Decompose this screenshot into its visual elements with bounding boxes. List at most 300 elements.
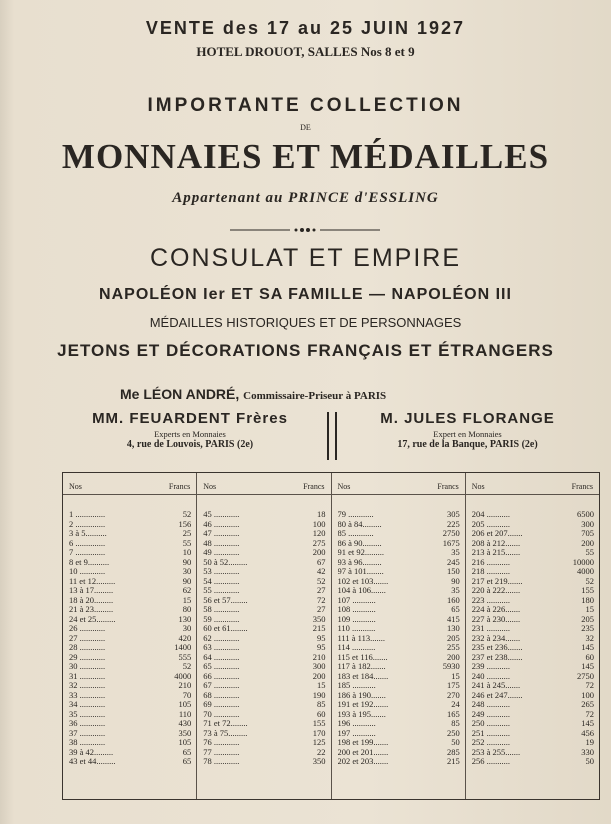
lot-price: 90 [182,576,192,586]
header-francs: Francs [571,482,593,491]
lot-price: 50 [451,738,460,747]
lot-price: 215 [447,757,460,766]
lot-number: 11 et 12......... [69,576,116,586]
lot-number: 117 à 182....... [337,662,386,671]
table-row [203,681,325,691]
lot-number: 208 à 212....... [471,538,521,548]
lot-number: 196 ........... [337,719,376,728]
header-lot-numbers: Nos [471,482,485,491]
lot-price: 65 [182,757,192,766]
lot-number: 39 à 42......... [69,747,114,757]
lot-number: 91 et 92......... [337,548,385,557]
lot-price: 52 [182,510,192,519]
lot-price: 225 [447,519,460,529]
lot-number: 24 et 25......... [69,614,116,624]
table-row [472,615,594,625]
lot-number: 114 ........... [337,643,376,652]
lot-number: 111 à 113....... [337,633,385,643]
lot-price: 95 [317,633,326,643]
lot-number: 102 et 103....... [337,576,389,586]
table-row [69,586,191,596]
lot-number: 246 et 247....... [471,690,523,700]
main-title: MONNAIES ET MÉDAILLES [61,137,550,176]
lot-number: 73 à 75......... [203,728,248,738]
lot-number: 68 ............ [203,690,240,700]
table-row [203,548,325,558]
lot-price: 100 [581,690,594,700]
subject-line: CONSULAT ET EMPIRE [149,244,462,272]
table-row [338,662,460,672]
lot-price: 4000 [174,671,192,681]
lot-price: 430 [178,719,192,728]
lot-price: 72 [585,681,594,690]
lot-number: 53 ............ [203,567,240,576]
lot-number: 197 ........... [337,728,376,738]
table-row [338,558,460,568]
lot-number: 217 et 219....... [471,576,523,586]
lot-price: 85 [317,700,326,709]
lot-number: 2 .............. [69,519,106,529]
table-row [338,529,460,539]
table-row [203,567,325,577]
napoleon-line: NAPOLÉON Ier ET SA FAMILLE — NAPOLÉON III [99,286,512,303]
table-row [203,729,325,739]
table-row [203,520,325,530]
table-row [69,748,191,758]
lot-price: 1400 [174,643,192,652]
lot-price: 72 [317,595,326,605]
ornament-divider-icon [230,227,380,233]
lot-number: 71 et 72........ [203,719,248,728]
table-row [69,548,191,558]
table-row [472,624,594,634]
lot-number: 78 ............ [203,757,240,766]
lot-number: 8 et 9.......... [69,557,110,567]
lot-number: 240 ........... [471,671,510,681]
lot-price: 15 [451,671,460,681]
lot-number: 191 et 192....... [337,700,389,709]
lot-number: 97 à 101........ [337,567,384,576]
lot-number: 249 ........... [471,709,510,719]
lot-price: 35 [451,586,460,595]
lot-number: 46 ............ [203,519,240,529]
lot-price: 55 [182,538,192,548]
table-row [472,520,594,530]
lot-number: 32 ............ [69,681,106,690]
lot-price: 255 [447,643,460,652]
lot-number: 6 .............. [69,538,106,548]
lot-number: 206 et 207....... [471,529,523,538]
table-row [69,643,191,653]
expert-right-address: 17, rue de la Banque, PARIS (2e) [397,439,538,450]
lot-number: 58 ............ [203,605,240,614]
lot-number: 224 à 226....... [471,605,521,614]
table-row [472,539,594,549]
lot-price: 2750 [577,671,594,681]
expert-left-name: MM. FEUARDENT Frères [92,410,288,427]
table-row [472,729,594,739]
lot-number: 67 ............ [203,681,240,690]
table-row [203,539,325,549]
lot-number: 29 ............ [69,652,106,662]
lot-number: 36 ............ [69,719,106,728]
double-divider [327,412,337,460]
lot-price: 80 [182,605,192,614]
table-row [338,596,460,606]
lot-price: 105 [178,738,192,747]
table-row [338,567,460,577]
table-row [69,558,191,568]
table-row [338,681,460,691]
table-row [338,672,460,682]
lot-number: 183 et 184....... [337,671,389,681]
lot-number: 47 ............ [203,529,240,538]
lot-price: 265 [581,700,594,709]
lot-price: 15 [182,595,192,605]
lot-number: 66 ............ [203,671,240,681]
lot-number: 202 et 203....... [337,757,389,766]
table-row [69,634,191,644]
table-row [69,615,191,625]
table-row [472,681,594,691]
table-row [69,729,191,739]
lot-price: 275 [312,538,326,548]
table-row [203,624,325,634]
table-row [472,596,594,606]
lot-price: 60 [317,709,326,719]
lot-number: 37 ............ [69,728,106,738]
table-row [203,700,325,710]
table-row [69,710,191,720]
expert-left [60,410,320,468]
table-row [338,539,460,549]
table-row [472,662,594,672]
lot-price: 15 [585,605,594,614]
lot-number: 232 à 234....... [471,633,521,643]
lot-number: 200 et 201....... [337,747,389,757]
lot-price: 32 [585,633,594,643]
auctioneer-name: Me LÉON ANDRÉ, [120,386,240,402]
table-row [69,605,191,615]
table-row [472,634,594,644]
table-row [69,596,191,606]
lot-price: 415 [447,614,460,624]
lot-price: 55 [585,548,594,557]
table-row [203,577,325,587]
lot-number: 256 ........... [471,757,510,766]
table-row [472,510,594,520]
lot-price: 18 [317,510,326,519]
table-row [69,577,191,587]
table-row [472,605,594,615]
lot-number: 80 à 84......... [337,519,382,529]
table-row [203,643,325,653]
lot-price: 250 [447,728,460,738]
lot-number: 248 ........... [471,700,510,709]
lot-number: 1 .............. [69,510,106,519]
lot-number: 86 à 90......... [337,538,382,548]
lot-price: 305 [447,510,460,519]
lot-price: 170 [312,728,326,738]
lot-price: 456 [581,728,594,738]
lot-number: 85 ............ [337,529,374,538]
lot-number: 93 à 96......... [337,557,382,567]
lot-price: 35 [451,548,460,557]
lot-number: 69 ............ [203,700,240,709]
table-row [472,738,594,748]
table-column [197,473,331,799]
lot-price: 4000 [577,567,594,576]
lot-number: 231 ........... [471,624,510,633]
table-row [338,520,460,530]
expert-left-title: Experts en Monnaies [154,429,226,439]
table-column [466,473,599,799]
table-row [472,672,594,682]
table-row [69,691,191,701]
lot-number: 62 ............ [203,633,240,643]
table-row [338,757,460,767]
lot-price: 27 [317,605,326,614]
lot-price: 190 [312,690,326,700]
table-row [203,615,325,625]
lot-number: 213 à 215....... [471,548,521,557]
lot-price: 300 [581,519,594,529]
table-row [69,539,191,549]
de-word: DE [300,123,311,132]
lot-number: 55 ............ [203,586,240,595]
lot-price: 200 [581,538,594,548]
table-row [203,662,325,672]
lot-price: 350 [178,728,192,738]
lot-price: 705 [581,529,594,538]
table-row [472,529,594,539]
table-row [472,558,594,568]
lot-number: 35 ............ [69,709,106,719]
lot-number: 56 et 57........ [203,595,248,605]
table-row [69,672,191,682]
auctioneer-role: Commissaire-Priseur à PARIS [243,390,387,402]
lot-number: 235 et 236....... [471,643,523,652]
lot-number: 28 ............ [69,643,106,652]
table-row [69,567,191,577]
lot-price: 160 [447,595,460,605]
lot-number: 30 ............ [69,662,106,671]
lot-number: 63 ............ [203,643,240,652]
venue: HOTEL DROUOT, SALLES Nos 8 et 9 [196,44,415,59]
lot-number: 48 ............ [203,538,240,548]
lot-number: 216 ........... [471,557,510,567]
table-row [338,710,460,720]
owner-line: Appartenant au PRINCE d'ESSLING [172,190,439,206]
table-row [203,586,325,596]
lot-price: 5930 [442,662,460,671]
lot-number: 115 et 116....... [337,652,388,662]
lot-number: 50 à 52......... [203,557,248,567]
lot-price: 125 [312,738,326,747]
lot-number: 10 ............ [69,567,106,576]
lot-number: 64 ............ [203,652,240,662]
lot-price: 90 [451,576,460,586]
lot-price: 145 [581,643,594,652]
lot-price: 200 [312,548,326,557]
table-row [69,662,191,672]
lot-price: 285 [447,747,460,757]
lot-price: 155 [312,719,326,728]
lot-number: 250 ........... [471,719,510,728]
lot-price: 200 [447,652,460,662]
lot-number: 186 à 190....... [337,690,386,700]
expert-left-address: 4, rue de Louvois, PARIS (2e) [126,439,254,450]
lot-price: 180 [581,595,594,605]
table-row [203,719,325,729]
lot-number: 227 à 230....... [471,614,521,624]
expert-right-name: M. JULES FLORANGE [380,410,555,427]
header-francs: Francs [437,482,459,491]
table-header [332,473,465,495]
lot-number: 18 à 20......... [69,595,114,605]
lot-price: 6500 [577,510,594,519]
table-row [203,634,325,644]
lot-price: 205 [447,633,460,643]
lot-number: 21 à 23......... [69,605,114,614]
table-row [472,757,594,767]
lot-price: 90 [182,557,192,567]
lot-number: 49 ............ [203,548,240,557]
lot-number: 252 ........... [471,738,510,747]
table-row [338,738,460,748]
expert-right-title: Expert en Monnaies [433,429,502,439]
lot-price: 62 [182,586,192,595]
lot-price: 50 [585,757,594,766]
lot-price: 100 [312,519,326,529]
table-row [338,653,460,663]
table-header [466,473,599,495]
lot-number: 27 ............ [69,633,106,643]
lot-number: 45 ............ [203,510,240,519]
lot-price: 110 [178,709,192,719]
lot-number: 38 ............ [69,738,106,747]
lot-number: 79 ............ [337,510,374,519]
expert-right [345,410,590,468]
lot-price: 25 [182,529,192,538]
table-row [338,510,460,520]
lot-number: 223 ........... [471,595,510,605]
table-row [472,719,594,729]
lot-price: 350 [312,614,326,624]
collection-line: IMPORTANTE COLLECTION [147,95,464,116]
lot-number: 60 et 61........ [203,624,248,633]
lot-price: 150 [447,567,460,576]
lot-number: 13 à 17......... [69,586,114,595]
lot-price: 95 [317,643,326,652]
lot-number: 220 à 222....... [471,586,521,595]
lot-number: 107 ........... [337,595,376,605]
lot-price: 350 [312,757,326,766]
lot-price: 52 [182,662,192,671]
lot-price: 67 [317,557,326,567]
lot-number: 31 ............ [69,671,106,681]
table-row [69,529,191,539]
table-row [472,586,594,596]
lot-price: 27 [317,586,326,595]
lot-number: 3 à 5.......... [69,529,107,538]
table-row [203,605,325,615]
lot-price: 42 [317,567,326,576]
lot-price: 155 [581,586,594,595]
table-row [203,596,325,606]
lot-price: 165 [447,709,460,719]
table-row [472,548,594,558]
table-row [338,691,460,701]
table-row [203,748,325,758]
lot-price: 70 [182,690,192,700]
lot-number: 70 ............ [203,709,240,719]
lot-price: 130 [447,624,460,633]
lot-price: 30 [182,624,192,633]
table-row [338,586,460,596]
lot-number: 204 ........... [471,510,510,519]
lot-price: 30 [182,567,192,576]
lot-number: 205 ........... [471,519,510,529]
table-row [472,567,594,577]
lot-price: 245 [447,557,460,567]
lot-price: 210 [312,652,326,662]
table-row [472,700,594,710]
table-row [69,719,191,729]
medals-line: MÉDAILLES HISTORIQUES ET DE PERSONNAGES [149,315,462,330]
lot-price: 130 [178,614,192,624]
price-table [62,472,600,800]
lot-price: 2750 [442,529,460,538]
table-row [69,510,191,520]
lot-number: 253 à 255....... [471,747,521,757]
lot-number: 108 ........... [337,605,376,614]
table-row [472,691,594,701]
table-header [197,473,330,495]
lot-number: 193 à 195....... [337,709,386,719]
header-francs: Francs [303,482,325,491]
auctioneer-line [120,386,540,402]
lot-price: 330 [581,747,594,757]
table-row [203,691,325,701]
lot-number: 54 ............ [203,576,240,586]
table-row [69,653,191,663]
lot-number: 65 ............ [203,662,240,671]
table-row [338,577,460,587]
table-row [338,729,460,739]
lot-number: 43 et 44......... [69,757,116,766]
lot-price: 24 [451,700,460,709]
lot-price: 19 [585,738,594,747]
lot-price: 215 [312,624,326,633]
table-header [63,473,196,495]
lot-price: 65 [451,605,460,614]
lot-price: 270 [447,690,460,700]
table-row [338,700,460,710]
lot-number: 104 à 106....... [337,586,386,595]
lot-number: 185 ........... [337,681,376,690]
header-lot-numbers: Nos [203,482,217,491]
table-row [472,643,594,653]
table-row [203,653,325,663]
lot-price: 105 [178,700,192,709]
table-row [69,520,191,530]
lot-price: 52 [585,576,594,586]
lot-number: 198 et 199....... [337,738,389,747]
table-column [63,473,197,799]
table-row [69,738,191,748]
lot-price: 15 [317,681,326,690]
